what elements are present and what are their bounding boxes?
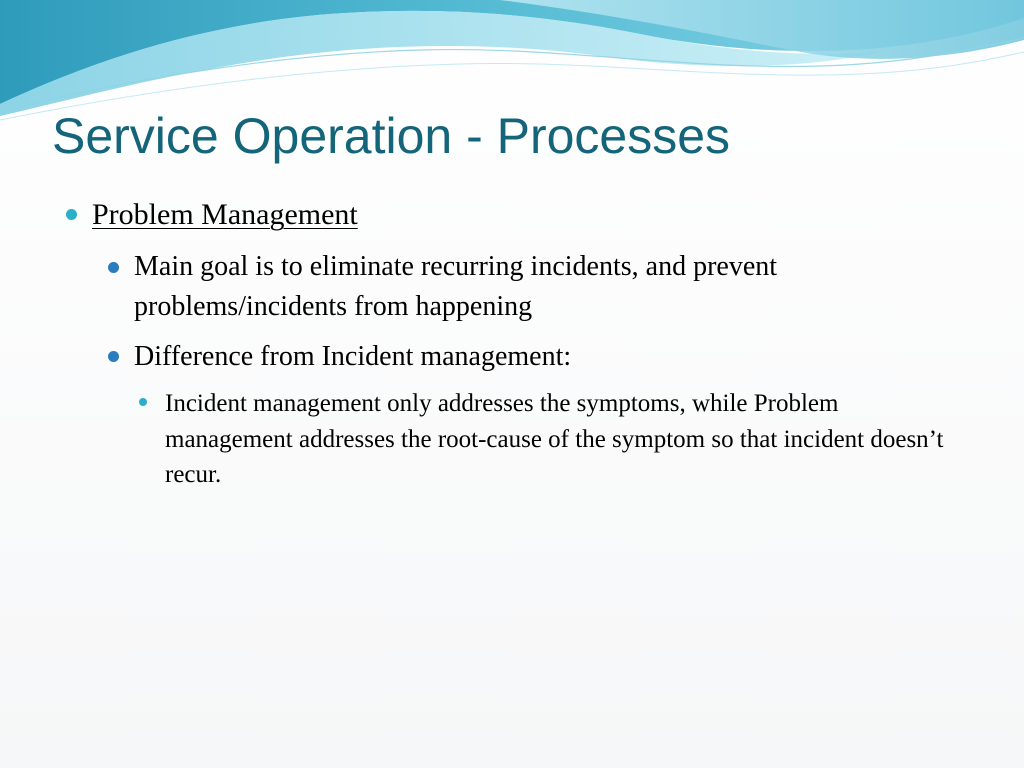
bullet-dot-icon xyxy=(66,209,77,220)
bullet-dot-icon xyxy=(139,398,147,406)
bullet-level1-problem-management: Problem Management xyxy=(92,198,358,231)
bullet-level3-incident-vs-problem: Incident management only addresses the symptoms, while Problem management addresses the root-cause of the symptom so that incident doesn’t recur. xyxy=(165,390,944,488)
slide-title: Service Operation - Processes xyxy=(52,108,731,164)
bullet-level2-difference: Difference from Incident management: xyxy=(134,341,572,372)
bullet-dot-icon xyxy=(108,262,119,273)
bullet-level2-main-goal: Main goal is to eliminate recurring incidents, and prevent problems/incidents from happening xyxy=(134,251,778,322)
bullet-dot-icon xyxy=(108,351,119,362)
